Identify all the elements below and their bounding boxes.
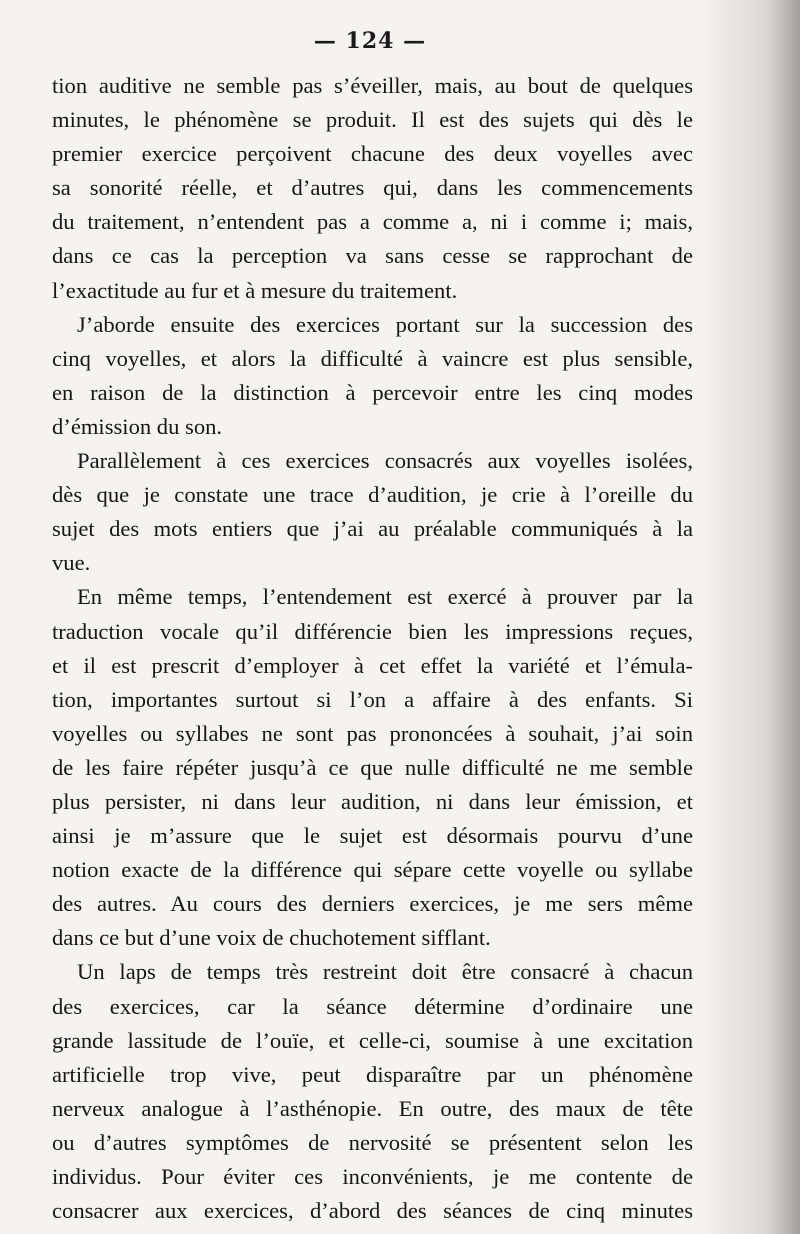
text-line: sujet des mots entiers que j’ai au préalable communiqués à la xyxy=(52,516,693,542)
text-line: des autres. Au cours des derniers exercices, je me sers même xyxy=(52,891,693,917)
text-line: des exercices, car la séance détermine d’ordinaire une xyxy=(52,993,693,1019)
text-line: artificielle trop vive, peut disparaître par un phénomène xyxy=(52,1061,693,1087)
text-line: en raison de la distinction à percevoir entre les cinq modes xyxy=(52,379,693,405)
text-line: voyelles ou syllabes ne sont pas prononcées à souhait, j’ai soin xyxy=(52,720,693,746)
text-line: ou d’autres symptômes de nervosité se présentent selon les xyxy=(52,1129,693,1155)
text-line: tion, importantes surtout si l’on a affaire à des enfants. Si xyxy=(52,686,693,712)
text-line: sa sonorité réelle, et d’autres qui, dans les commencements xyxy=(52,175,693,201)
text-line: ainsi je m’assure que le sujet est désormais pourvu d’une xyxy=(52,823,693,849)
text-line: dans ce but d’une voix de chuchotement sifflant. xyxy=(52,925,491,951)
text-line: vue. xyxy=(52,550,91,576)
text-line: de les faire répéter jusqu’à ce que nulle difficulté ne me semble xyxy=(52,754,693,780)
text-line: tion auditive ne semble pas s’éveiller, mais, au bout de quelques xyxy=(52,73,693,98)
text-line: l’exactitude au fur et à mesure du traitement. xyxy=(52,277,458,303)
text-line: premier exercice perçoivent chacune des deux voyelles avec xyxy=(52,141,693,167)
text-line: du traitement, n’entendent pas a comme a, ni i comme i; mais, xyxy=(52,209,693,235)
text-line: grande lassitude de l’ouïe, et celle-ci, soumise à une excitation xyxy=(52,1027,693,1053)
text-line: traduction vocale qu’il différencie bien les impressions reçues, xyxy=(52,618,693,644)
text-line: plus persister, ni dans leur audition, ni dans leur émission, et xyxy=(52,788,693,814)
text-line: J’aborde ensuite des exercices portant sur la succession des xyxy=(77,311,693,337)
text-line: dès que je constate une trace d’audition, je crie à l’oreille du xyxy=(52,482,693,508)
text-line: minutes, le phénomène se produit. Il est des sujets qui dès le xyxy=(52,107,693,133)
text-line: individus. Pour éviter ces inconvénients, je me contente de xyxy=(52,1164,693,1189)
body-text xyxy=(52,69,693,1228)
text-line: d’émission du son. xyxy=(52,413,223,439)
page-number: — 124 — xyxy=(313,28,427,54)
text-line: nerveux analogue à l’asthénopie. En outre, des maux de tête xyxy=(52,1095,693,1121)
text-line: Un laps de temps très restreint doit être consacré à chacun xyxy=(77,959,693,985)
text-line: consacrer aux exercices, d’abord des séances de cinq minutes xyxy=(52,1198,693,1224)
text-line: notion exacte de la différence qui sépare cette voyelle ou syllabe xyxy=(52,857,693,883)
text-line: cinq voyelles, et alors la difficulté à vaincre est plus sensible, xyxy=(52,345,693,371)
text-line: Parallèlement à ces exercices consacrés aux voyelles isolées, xyxy=(77,448,693,474)
text-line: En même temps, l’entendement est exercé à prouver par la xyxy=(77,584,693,610)
text-line: et il est prescrit d’employer à cet effet la variété et l’émula- xyxy=(52,652,693,678)
text-line: dans ce cas la perception va sans cesse se rapprochant de xyxy=(52,243,693,269)
